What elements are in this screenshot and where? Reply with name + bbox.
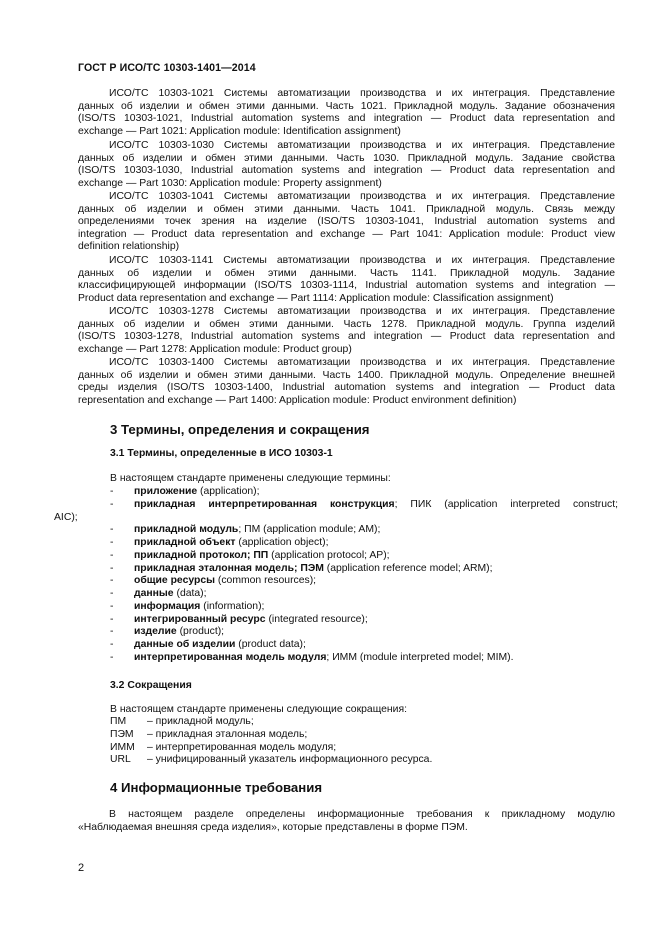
term-bullet: -	[110, 588, 114, 599]
subsection-3-1-title: 3.1 Термины, определенные в ИСО 10303-1	[110, 448, 333, 459]
reference-line: exchange — Part 1278: Application module: Product group)	[78, 343, 352, 355]
term-text	[110, 614, 618, 627]
term-item	[78, 588, 618, 601]
term-name: интегрированный ресурс	[134, 613, 266, 625]
term-bullet: -	[110, 651, 114, 663]
term-bullet: -	[110, 562, 114, 574]
term-name: прикладная эталонная модель; ПЭМ	[134, 562, 324, 574]
term-bullet: -	[110, 613, 114, 625]
reference-line: данных об изделии и обмен этими данными. Часть 1030. Прикладной модуль. Задание свойства	[78, 152, 615, 164]
reference-paragraph	[78, 255, 615, 305]
subsection-3-2-title: 3.2 Сокращения	[110, 680, 192, 691]
page-number: 2	[78, 862, 85, 874]
term-definition: ; ПИК (application interpreted construct;	[394, 498, 618, 510]
term-name: прикладная интерпретированная конструкция	[134, 498, 395, 510]
reference-line: данных об изделии и обмен этими данными. Часть 1041. Прикладной модуль. Связь между	[78, 203, 615, 215]
term-bullet: -	[110, 486, 114, 497]
abbreviation: ПЭМ	[110, 728, 134, 740]
reference-line: exchange — Part 1030: Application module: Property assignment)	[78, 177, 382, 189]
term-definition: (product);	[176, 626, 225, 638]
abbreviation-meaning: – интерпретированная модель модуля;	[147, 741, 337, 753]
term-name: прикладной протокол; ПП	[134, 549, 269, 561]
term-bullet: -	[110, 626, 114, 638]
term-text	[110, 499, 618, 512]
term-text	[110, 550, 618, 563]
term-text	[110, 537, 618, 550]
reference-line: данных об изделии и обмен этими данными. Часть 1021. Прикладной модуль. Задание обозначения	[78, 100, 615, 112]
reference-line: representation and exchange — Part 1400: Application module: Product environment definition)	[78, 394, 517, 406]
reference-line: ИСО/ТС 10303-1141 Системы автоматизации производства и их интеграция. Представление	[109, 255, 615, 266]
term-bullet: -	[110, 600, 114, 612]
term-definition: ; ИММ (module interpreted model; MIM).	[326, 651, 514, 663]
term-text	[110, 639, 618, 652]
term-definition: (application);	[197, 486, 260, 497]
reference-line: integration — Product data representation and exchange — Part 1041: Application module: Product view	[78, 228, 615, 240]
abbreviation-meaning: – прикладной модуль;	[147, 716, 254, 727]
term-item	[78, 563, 618, 576]
term-definition: (data);	[173, 588, 207, 599]
term-bullet: -	[110, 549, 114, 561]
section-4-line-2: «Наблюдаемая внешняя среда изделия», которые представлены в форме ПЭМ.	[78, 822, 468, 833]
term-text	[110, 601, 618, 614]
reference-line: (ISO/TS 10303-1278, Industrial automation systems and integration — Product data representation and	[78, 331, 615, 343]
reference-line: ИСО/ТС 10303-1041 Системы автоматизации производства и их интеграция. Представление	[109, 191, 615, 202]
abbreviation-meaning: – унифицированный указатель информационного ресурса.	[147, 754, 433, 766]
section-3-title: 3 Термины, определения и сокращения	[110, 422, 370, 437]
term-text	[110, 575, 618, 588]
reference-paragraph	[78, 140, 615, 190]
abbreviation-row	[110, 716, 432, 729]
reference-line: exchange — Part 1021: Application module: Identification assignment)	[78, 125, 401, 137]
term-definition: (application protocol; AP);	[268, 549, 390, 561]
term-name: прикладной объект	[134, 537, 236, 548]
reference-line: классифицирующей информации (ISO/TS 10303-1114, Industrial automation systems and integration —	[78, 280, 615, 292]
term-definition: (application reference model; ARM);	[323, 562, 493, 574]
reference-paragraph	[78, 88, 615, 138]
term-item	[78, 537, 618, 550]
reference-line: данных об изделии и обмен этими данными. Часть 1400. Прикладной модуль. Определение внешней	[78, 369, 615, 381]
term-text	[110, 626, 618, 639]
term-name: прикладной модуль	[134, 524, 239, 536]
term-bullet: -	[110, 524, 114, 536]
term-item	[78, 626, 618, 639]
reference-line: ИСО/ТС 10303-1021 Системы автоматизации производства и их интеграция. Представление	[109, 88, 615, 99]
term-text	[110, 524, 618, 537]
reference-paragraph	[78, 357, 615, 407]
abbreviation-row	[110, 754, 432, 767]
term-item	[78, 601, 618, 614]
reference-line: данных об изделии и обмен этими данными. Часть 1141. Прикладной модуль. Задание	[78, 267, 615, 279]
term-text	[110, 588, 618, 601]
reference-paragraph	[78, 191, 615, 254]
term-name: приложение	[134, 486, 198, 497]
reference-line: definition relationship)	[78, 241, 180, 253]
reference-line: Product data representation and exchange — Part 1114: Application module: Classification assignment)	[78, 292, 554, 304]
term-definition: (application object);	[235, 537, 329, 548]
abbreviation: ПМ	[110, 716, 127, 727]
reference-line: (ISO/TS 10303-1021, Industrial automation systems and integration — Product data representation and	[78, 113, 615, 125]
abbreviation: URL	[110, 754, 131, 766]
term-definition: ; ПМ (application module; AM);	[238, 524, 381, 536]
terms-list	[54, 486, 618, 665]
term-definition: (integrated resource);	[265, 613, 368, 625]
term-continuation: AIC);	[54, 511, 78, 523]
abbreviation: ИММ	[110, 741, 135, 753]
term-definition: (information);	[200, 600, 265, 612]
subsection-3-2-intro: В настоящем стандарте применены следующие сокращения:	[110, 704, 407, 715]
term-item	[78, 639, 618, 652]
term-definition: (product data);	[235, 639, 306, 650]
term-text	[110, 652, 618, 665]
reference-paragraph	[78, 306, 615, 356]
term-name: данные	[134, 588, 174, 599]
term-name: данные об изделии	[134, 639, 236, 650]
term-bullet: -	[110, 498, 114, 510]
term-item	[78, 614, 618, 627]
section-4-text	[78, 808, 615, 834]
abbreviation-row	[110, 729, 432, 742]
section-4-line-1: В настоящем разделе определены информационные требования к прикладному модулю	[109, 809, 615, 820]
section-4-title: 4 Информационные требования	[110, 780, 323, 795]
reference-line: ИСО/ТС 10303-1278 Системы автоматизации производства и их интеграция. Представление	[109, 306, 615, 317]
term-item	[78, 652, 618, 665]
abbreviations-table	[110, 716, 432, 767]
reference-line: ИСО/ТС 10303-1400 Системы автоматизации производства и их интеграция. Представление	[109, 357, 615, 368]
term-bullet: -	[110, 537, 114, 548]
term-text	[110, 486, 618, 499]
reference-line: среды изделия (ISO/TS 10303-1400, Industrial automation systems and integration — Product data	[78, 382, 615, 394]
term-text	[110, 563, 618, 576]
term-item	[78, 524, 618, 537]
term-name: изделие	[134, 626, 177, 638]
reference-line: ИСО/ТС 10303-1030 Системы автоматизации производства и их интеграция. Представление	[109, 140, 615, 151]
reference-line: данных об изделии и обмен этими данными. Часть 1278. Прикладной модуль. Группа изделий	[78, 318, 615, 330]
term-item	[78, 486, 618, 499]
reference-line: определениями точек зрения на изделие (ISO/TS 10303-1041, Industrial automation systems and	[78, 216, 615, 228]
term-item	[54, 498, 618, 525]
term-item	[78, 550, 618, 563]
abbreviation-row	[110, 742, 432, 755]
page-header: ГОСТ Р ИСО/ТС 10303-1401—2014	[78, 62, 256, 74]
term-name: интерпретированная модель модуля	[134, 651, 327, 663]
term-name: информация	[134, 600, 201, 612]
term-definition: (common resources);	[215, 575, 317, 587]
term-bullet: -	[110, 575, 114, 587]
term-name: общие ресурсы	[134, 575, 215, 587]
abbreviation-meaning: – прикладная эталонная модель;	[147, 728, 308, 740]
term-bullet: -	[110, 639, 114, 650]
reference-line: (ISO/TS 10303-1030, Industrial automation systems and integration — Product data representation and	[78, 165, 615, 177]
subsection-3-1-intro: В настоящем стандарте применены следующие термины:	[110, 473, 391, 484]
term-item	[78, 575, 618, 588]
